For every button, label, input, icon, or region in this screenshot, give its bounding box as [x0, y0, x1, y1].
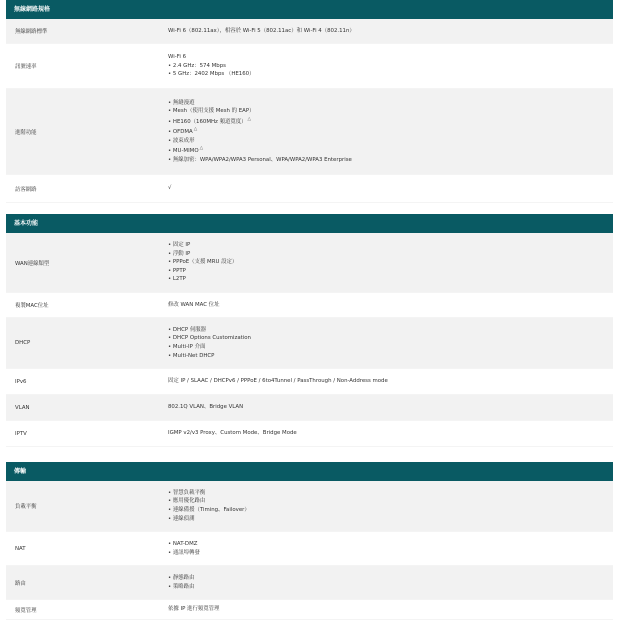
- spec-label: VLAN: [15, 404, 30, 411]
- spec-line-with-mark: [168, 145, 613, 155]
- spec-row-clone-mac: [6, 293, 613, 318]
- spec-value: 依據 IP 進行頻寬管理: [168, 606, 220, 613]
- spec-line: • 靜態路由: [168, 574, 195, 581]
- spec-row-vlan: [6, 395, 613, 421]
- spec-line: • 策略路由: [168, 583, 195, 590]
- spec-value: 802.1Q VLAN、Bridge VLAN: [168, 404, 244, 411]
- spec-line: • 固定 IP: [168, 242, 191, 249]
- spec-line: • L2TP: [168, 276, 186, 283]
- spec-value: Wi-Fi 6（802.11ax），相容於 Wi-Fi 5（802.11ac）和 Wi-Fi 4（802.11n）: [168, 27, 355, 34]
- spec-line: • PPTP: [168, 267, 186, 274]
- spec-line: • DHCP 伺服器: [168, 326, 206, 333]
- spec-label: 頻寬管理: [15, 607, 37, 614]
- spec-value: [160, 241, 613, 284]
- spec-row-routing: [6, 566, 613, 600]
- spec-line-text: • HE160（160MHz 頻道寬度）: [168, 118, 247, 125]
- spec-value: [160, 53, 613, 79]
- spec-line: • 5 GHz：2402 Mbps （HE160）: [168, 71, 255, 78]
- spec-value: 修改 WAN MAC 位址: [168, 301, 220, 308]
- spec-row-wireless-standard: [6, 19, 613, 44]
- spec-line: • 智慧負載平衡: [168, 489, 206, 496]
- spec-row-iptv: [6, 421, 613, 447]
- spec-row-load-balance: [6, 481, 613, 532]
- spec-row-guest-network: [6, 175, 613, 203]
- footnote-mark: △: [247, 116, 251, 122]
- spec-line-with-mark: [168, 116, 613, 126]
- spec-line: • 波束成形: [168, 137, 195, 144]
- spec-value: [160, 489, 613, 523]
- spec-row-wan-type: [6, 233, 613, 293]
- spec-label: 訪客網路: [15, 186, 37, 193]
- spec-line: • Multi-Net DHCP: [168, 352, 215, 359]
- spec-value: [160, 326, 613, 360]
- spec-label: NAT: [15, 545, 26, 552]
- spec-line: • Mesh（使用支援 Mesh 的 EAP）: [168, 108, 255, 115]
- spec-line: • PPPoE（支援 MRU 設定）: [168, 259, 238, 266]
- spec-line: • Multi-IP 介面: [168, 344, 206, 350]
- spec-line-text: • MU-MIMO: [168, 148, 199, 155]
- spec-row-dhcp: [6, 318, 613, 369]
- footnote-mark: △: [193, 127, 198, 133]
- footnote-mark: △: [199, 146, 204, 152]
- spec-line: • 應用優化路由: [168, 498, 206, 505]
- spec-row-advanced-features: [6, 89, 613, 175]
- spec-label: 訊號速率: [15, 64, 37, 70]
- spec-line: • NAT-DMZ: [168, 540, 198, 547]
- spec-row-nat: [6, 532, 613, 566]
- spec-label: 進階功能: [15, 129, 37, 136]
- spec-label: WAN連線類型: [15, 260, 50, 267]
- basic-section: [6, 214, 613, 447]
- wireless-section-header: 無線網路規格: [6, 0, 613, 19]
- transport-section: [6, 462, 613, 620]
- spec-label: 路由: [15, 580, 26, 587]
- spec-row-ipv6: [6, 369, 613, 395]
- spec-label: IPTV: [15, 430, 27, 437]
- spec-row-bandwidth: [6, 600, 613, 620]
- spec-value: [160, 99, 613, 165]
- spec-value: [160, 540, 613, 557]
- spec-line: • 無縫漫遊: [168, 99, 195, 106]
- spec-line-with-mark: [168, 126, 613, 136]
- spec-line: • 浮動 IP: [168, 250, 191, 257]
- spec-line: • DHCP Options Customization: [168, 335, 251, 342]
- spec-line: Wi-Fi 6: [168, 54, 187, 61]
- spec-label: 負載平衡: [15, 504, 37, 510]
- spec-row-signal-rate: [6, 44, 613, 89]
- spec-line: • 連線備援（Timing、Failover）: [168, 507, 250, 513]
- spec-value: [160, 574, 613, 591]
- basic-section-header: 基本功能: [6, 214, 613, 233]
- wireless-section: [6, 0, 613, 203]
- spec-line: • 通訊埠轉發: [168, 549, 200, 556]
- transport-section-header: 傳輸: [6, 462, 613, 481]
- spec-label: DHCP: [15, 340, 31, 346]
- spec-label: 複製MAC位址: [15, 303, 49, 309]
- spec-line: • 連線偵測: [168, 515, 195, 522]
- spec-line-text: • OFDMA: [168, 129, 193, 136]
- spec-label: IPv6: [15, 378, 27, 385]
- spec-value: IGMP v2/v3 Proxy、Custom Mode、Bridge Mode: [168, 430, 297, 437]
- check-mark-icon: √: [168, 185, 172, 192]
- spec-line: • 2.4 GHz：574 Mbps: [168, 62, 226, 69]
- spec-label: 無線網路標準: [15, 29, 48, 35]
- spec-value: 固定 IP / SLAAC / DHCPv6 / PPPoE / 6to4Tunnel / PassThrough / Non-Address mode: [168, 378, 388, 385]
- spec-line: • 無線加密：WPA/WPA2/WPA3 Personal、WPA/WPA2/WPA3 Enterprise: [168, 156, 352, 163]
